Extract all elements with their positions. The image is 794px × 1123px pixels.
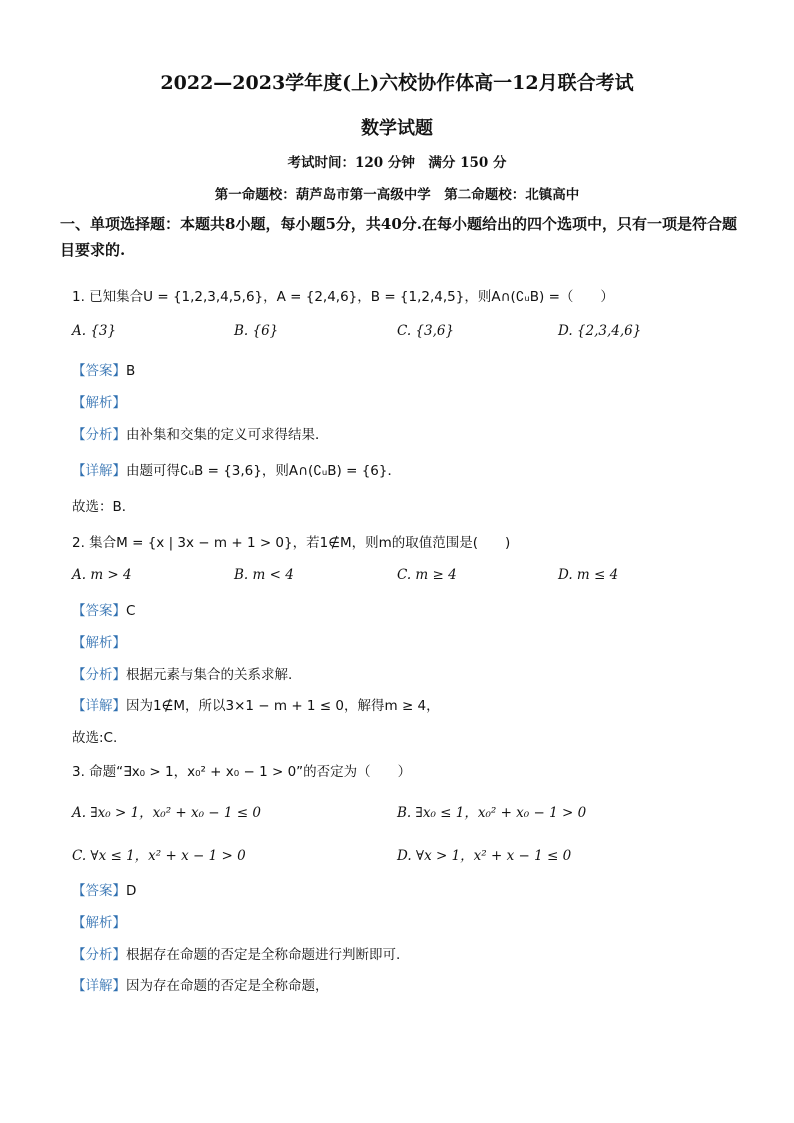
fenxi-text: 根据存在命题的否定是全称命题进行判断即可. [126, 947, 401, 963]
answer-value: D [126, 883, 137, 899]
q2-option-b: B. m < 4 [234, 567, 294, 583]
q1-fenxi [72, 423, 329, 443]
q2-xiangjie [72, 694, 440, 714]
q3-option-c: C. ∀x ≤ 1，x² + x − 1 > 0 [72, 848, 246, 864]
q3-xiangjie [72, 974, 329, 994]
q1-jiexi-label: 【解析】 [72, 395, 126, 411]
q3-fenxi [72, 943, 400, 963]
q3-jiexi-label: 【解析】 [72, 915, 126, 931]
q2-fenxi [72, 663, 292, 683]
q2-answer [72, 599, 135, 619]
q1-answer [72, 359, 135, 379]
xiangjie-label: 【详解】 [72, 978, 126, 994]
xiangjie-label: 【详解】 [72, 463, 126, 479]
q3-option-b: B. ∃x₀ ≤ 1，x₀² + x₀ − 1 > 0 [397, 805, 587, 821]
fenxi-label: 【分析】 [72, 947, 126, 963]
q1-conclusion: 故选：B． [72, 499, 136, 515]
q3-option-d: D. ∀x > 1，x² + x − 1 ≤ 0 [397, 848, 572, 864]
q2-option-d: D. m ≤ 4 [558, 567, 619, 583]
q3-option-a: A. ∃x₀ > 1，x₀² + x₀ − 1 ≤ 0 [72, 805, 261, 821]
fenxi-text: 由补集和交集的定义可求得结果． [126, 427, 329, 443]
question-1-stem: 1. 已知集合U = {1,2,3,4,5,6}，A = {2,4,6}，B = {1,2,4,5}，则A∩(∁ᵤB) =（ ） [72, 289, 614, 305]
q2-jiexi-label: 【解析】 [72, 635, 126, 651]
xiangjie-text: 由题可得∁ᵤB = {3,6}，则A∩(∁ᵤB) = {6}． [126, 463, 401, 479]
q1-option-a: A. {3} [72, 323, 117, 339]
q1-option-d: D. {2,3,4,6} [558, 323, 642, 339]
exam-title: 2022—2023学年度(上)六校协作体高一12月联合考试 [160, 72, 634, 94]
q1-xiangjie [72, 459, 401, 479]
answer-value: B [126, 363, 136, 379]
answer-value: C [126, 603, 136, 619]
question-2-stem: 2. 集合M = {x | 3x − m + 1 > 0}，若1∉M，则m的取值范围是( ) [72, 535, 511, 551]
answer-label: 【答案】 [72, 883, 126, 899]
fenxi-text: 根据元素与集合的关系求解. [126, 667, 293, 683]
exam-schools: 第一命题校：葫芦岛市第一高级中学 第二命题校：北镇高中 [214, 187, 580, 203]
xiangjie-text: 因为1∉M，所以3×1 − m + 1 ≤ 0，解得m ≥ 4， [126, 698, 440, 714]
q1-option-c: C. {3,6} [397, 323, 455, 339]
xiangjie-text: 因为存在命题的否定是全称命题， [126, 978, 329, 994]
xiangjie-label: 【详解】 [72, 698, 126, 714]
exam-info: 考试时间：120 分钟 满分 150 分 [287, 155, 507, 171]
section-heading: 一、单项选择题：本题共8小题，每小题5分，共40分.在每小题给出的四个选项中，只有一项是符合题目要求的. [60, 215, 737, 259]
q2-conclusion: 故选:C. [72, 730, 118, 746]
answer-label: 【答案】 [72, 603, 126, 619]
q2-option-c: C. m ≥ 4 [397, 567, 457, 583]
exam-subject: 数学试题 [361, 118, 433, 139]
q2-option-a: A. m > 4 [72, 567, 132, 583]
question-3-stem: 3. 命题“∃x₀ > 1，x₀² + x₀ − 1 > 0”的否定为（ ） [72, 764, 412, 780]
answer-label: 【答案】 [72, 363, 126, 379]
q3-answer [72, 879, 136, 899]
q1-option-b: B. {6} [234, 323, 279, 339]
fenxi-label: 【分析】 [72, 427, 126, 443]
fenxi-label: 【分析】 [72, 667, 126, 683]
